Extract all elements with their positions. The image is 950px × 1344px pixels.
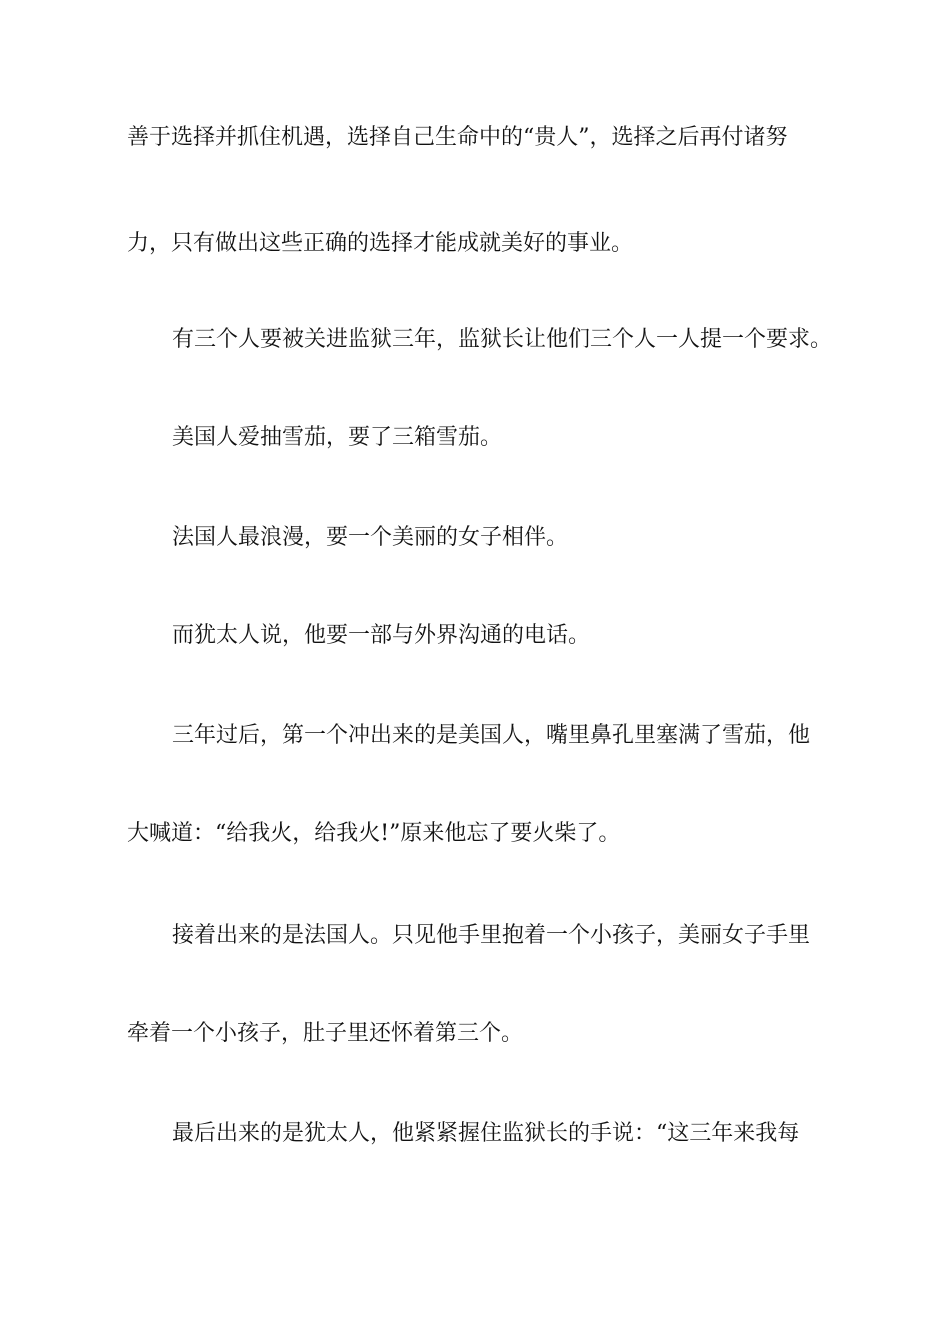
text-line: 大喊道：“给我火，给我火!”原来他忘了要火柴了。 [127,821,621,846]
text-line: 有三个人要被关进监狱三年，监狱长让他们三个人一人提一个要求。 [172,327,833,352]
text-line: 牵着一个小孩子，肚子里还怀着第三个。 [127,1021,524,1046]
text-line: 法国人最浪漫，要一个美丽的女子相伴。 [172,525,569,550]
text-line: 三年过后，第一个冲出来的是美国人，嘴里鼻孔里塞满了雪茄，他 [172,723,811,748]
text-line: 最后出来的是犹太人，他紧紧握住监狱长的手说：“这三年来我每 [172,1121,800,1146]
text-line: 力，只有做出这些正确的选择才能成就美好的事业。 [127,231,634,256]
text-line: 善于选择并抓住机遇，选择自己生命中的“贵人”，选择之后再付诸努 [127,125,788,150]
text-line: 而犹太人说，他要一部与外界沟通的电话。 [172,623,591,648]
text-line: 接着出来的是法国人。只见他手里抱着一个小孩子，美丽女子手里 [172,923,811,948]
text-line: 美国人爱抽雪茄，要了三箱雪茄。 [172,425,503,450]
